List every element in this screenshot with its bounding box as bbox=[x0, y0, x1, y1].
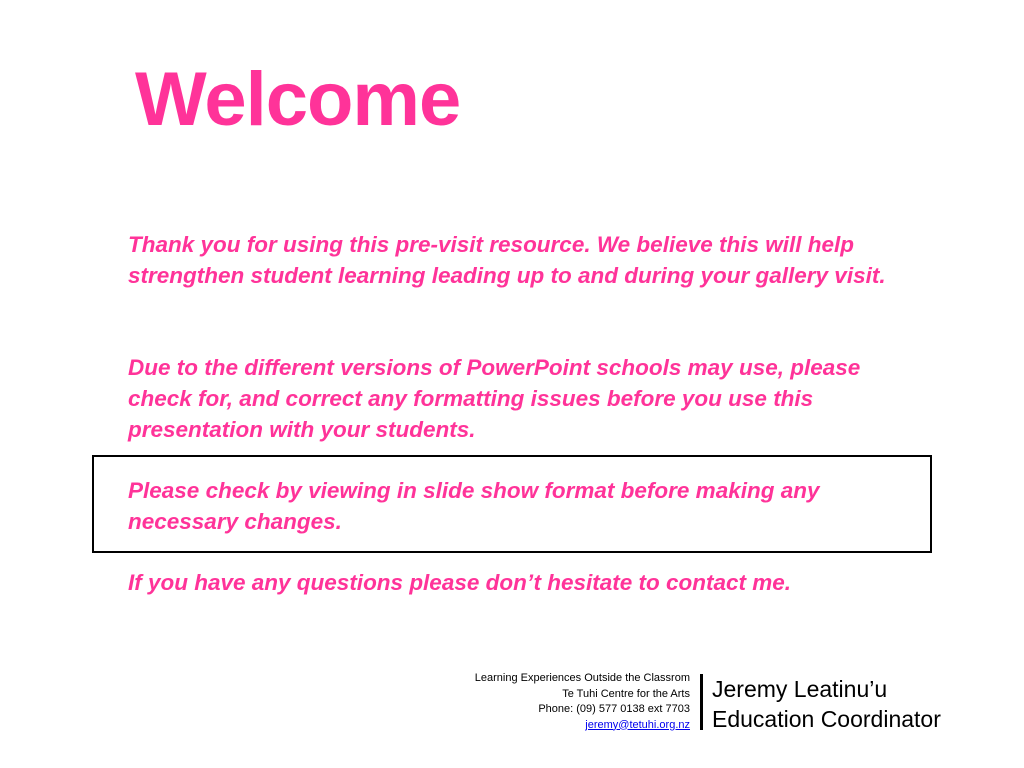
intro-paragraph: Thank you for using this pre-visit resource. We believe this will help strengthen student learning leading up to and during your gallery visit. bbox=[128, 232, 886, 288]
footer-program-line: Learning Experiences Outside the Classrom bbox=[474, 672, 690, 684]
footer-contact-details bbox=[475, 671, 690, 733]
footer-organization-line: Te Tuhi Centre for the Arts bbox=[562, 687, 690, 700]
slideshow-check-paragraph: Please check by viewing in slide show format before making any necessary changes. bbox=[128, 478, 820, 534]
email-link[interactable]: jeremy@tetuhi.org.nz bbox=[585, 718, 690, 731]
contact-prompt-paragraph: If you have any questions please don’t hesitate to contact me. bbox=[128, 570, 792, 595]
contact-name: Jeremy Leatinu’u bbox=[712, 676, 888, 702]
footer-divider bbox=[700, 674, 703, 730]
contact-role: Education Coordinator bbox=[712, 706, 941, 732]
formatting-note-paragraph: Due to the different versions of PowerPoint schools may use, please check for, and correct any formatting issues before you use this presentation with your students. bbox=[128, 355, 861, 442]
footer-phone-line: Phone: (09) 577 0138 ext 7703 bbox=[538, 703, 690, 715]
slide-title: Welcome bbox=[135, 57, 461, 142]
